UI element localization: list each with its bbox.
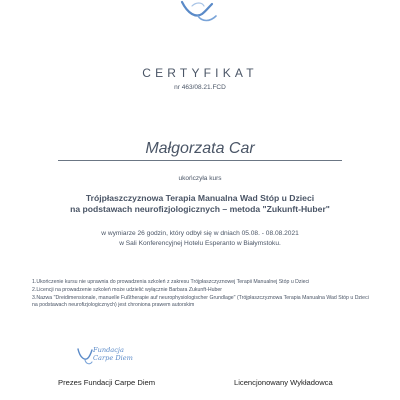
note-item: 2.Licencji na prowadzenie szkoleń może udzielić wyłącznie Barbara Zukunft-Huber	[32, 286, 223, 293]
note-item: 3.Nazwa "Dreidimensionale, manuelle Fußtherapie auf neurophysiologischer Grundlage" (Trójpłaszczyznowa Terapia Manualna Wad Stóp u Dzieci na podstawach neurofizjologicznych) jest chroniona prawem autorskim	[32, 294, 369, 309]
butterfly-icon	[76, 346, 94, 368]
left-signature-label: Prezes Fundacji Carpe Diem	[58, 378, 156, 387]
logo-line-2: Carpe Diem	[93, 353, 133, 362]
certificate-title: CERTYFIKAT	[142, 66, 258, 80]
course-details	[0, 229, 400, 248]
course-title	[0, 193, 400, 215]
course-title-line-1: Trójpłaszczyznowa Terapia Manualna Wad Stóp u Dzieci	[85, 193, 315, 203]
butterfly-icon	[178, 0, 222, 26]
logo-line-1: Fundacja	[93, 346, 124, 354]
right-signature-label: Licencjonowany Wykładowca	[234, 378, 333, 387]
certificate-number: nr 463/08.21.FCD	[174, 84, 226, 91]
details-line-2: w Sali Konferencyjnej Hotelu Esperanto w Białymstoku.	[119, 239, 281, 247]
completed-text: ukończyła kurs	[178, 175, 222, 182]
details-line-1: w wymiarze 26 godzin, który odbył się w dniach 05.08. - 08.08.2021	[101, 230, 299, 237]
foundation-logo	[76, 346, 150, 368]
name-underline	[58, 160, 342, 161]
notes-section	[32, 279, 372, 310]
note-item: 1.Ukończenie kursu nie uprawnia do prowadzenia szkoleń z zakresu Trójpłaszczyznowej Terapii Manualnej Stóp u Dzieci	[32, 279, 310, 285]
foundation-logo-text	[93, 347, 133, 362]
course-title-line-2: na podstawach neurofizjologicznych – metoda "Zukunft-Huber"	[70, 204, 330, 214]
recipient-name: Małgorzata Car	[145, 140, 255, 157]
